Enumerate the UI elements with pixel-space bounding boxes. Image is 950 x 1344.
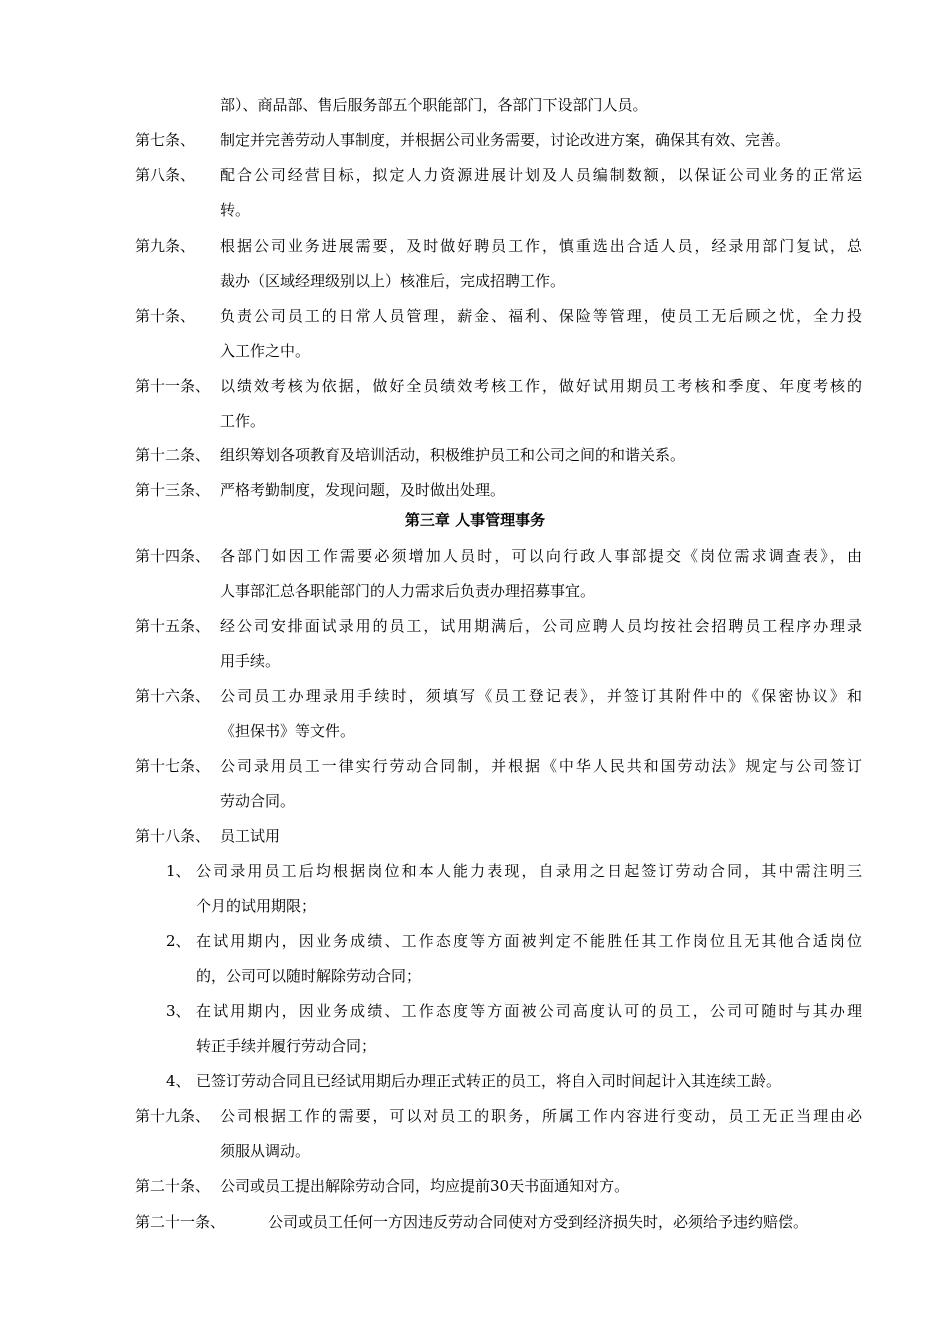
article-text: 负责公司员工的日常人员管理，薪金、福利、保险等管理，使员工无后顾之忧，全力投 <box>220 307 862 325</box>
list-item-text: 公司录用员工后均根据岗位和本人能力表现，自录用之日起签订劳动合同，其中需注明三 <box>196 862 862 880</box>
article-number: 第十三条、 <box>135 481 211 499</box>
article-text: 劳动合同。 <box>220 792 296 810</box>
list-item-text: 在试用期内，因业务成绩、工作态度等方面被判定不能胜任其工作岗位且无其他合适岗位 <box>196 932 862 950</box>
article-text: 制定并完善劳动人事制度，并根据公司业务需要，讨论改进方案，确保其有效、完善。 <box>220 131 791 149</box>
article-text: 公司员工办理录用手续时，须填写《员工登记表》，并签订其附件中的《保密协议》和 <box>220 687 862 705</box>
article-text: 根据公司业务进展需要，及时做好聘员工作，慎重选出合适人员，经录用部门复试，总 <box>220 237 862 255</box>
article-text: 人事部汇总各职能部门的人力需求后负责办理招募事宜。 <box>220 582 596 600</box>
article-text: 公司或员工任何一方因违反劳动合同使对方受到经济损失时，必须给予违约赔偿。 <box>268 1213 809 1231</box>
article-number: 第十四条、 <box>135 547 211 565</box>
article-text: 转。 <box>220 201 251 219</box>
article-continuation: 部）、商品部、售后服务部五个职能部门，各部门下设部门人员。 <box>220 96 648 114</box>
article-text: 员工试用 <box>220 827 281 845</box>
article-text: 严格考勤制度，发现问题，及时做出处理。 <box>220 481 506 499</box>
list-item-text: 的，公司可以随时解除劳动合同； <box>196 967 422 985</box>
list-item-number: 2、 <box>166 932 191 950</box>
article-text: 入工作之中。 <box>220 342 311 360</box>
article-text: 公司根据工作的需要，可以对员工的职务，所属工作内容进行变动，员工无正当理由必 <box>220 1107 862 1125</box>
list-item-text: 个月的试用期限； <box>196 897 317 915</box>
list-item-text: 已签订劳动合同且已经试用期后办理正式转正的员工，将自入司时间起计入其连续工龄。 <box>196 1072 782 1090</box>
article-text: 裁办（区域经理级别以上）核准后，完成招聘工作。 <box>220 272 566 290</box>
chapter-heading: 第三章 人事管理事务 <box>404 511 546 529</box>
article-text: 以绩效考核为依据，做好全员绩效考核工作，做好试用期员工考核和季度、年度考核的 <box>220 377 862 395</box>
article-number: 第十五条、 <box>135 617 211 635</box>
article-text: 用手续。 <box>220 652 281 670</box>
article-text: 各部门如因工作需要必须增加人员时，可以向行政人事部提交《岗位需求调查表》，由 <box>220 547 862 565</box>
article-text: 经公司安排面试录用的员工，试用期满后，公司应聘人员均按社会招聘员工程序办理录 <box>220 617 862 635</box>
article-number: 第二十一条、 <box>135 1213 226 1231</box>
list-item-number: 4、 <box>166 1072 191 1090</box>
article-text: 公司或员工提出解除劳动合同，均应提前30天书面通知对方。 <box>220 1177 630 1195</box>
list-item-text: 转正手续并履行劳动合同； <box>196 1037 377 1055</box>
article-number: 第十条、 <box>135 307 196 325</box>
article-number: 第二十条、 <box>135 1177 211 1195</box>
article-number: 第八条、 <box>135 166 196 184</box>
article-number: 第十七条、 <box>135 757 211 775</box>
article-text: 《担保书》等文件。 <box>220 722 356 740</box>
list-item-number: 1、 <box>166 862 191 880</box>
article-text: 公司录用员工一律实行劳动合同制，并根据《中华人民共和国劳动法》规定与公司签订 <box>220 757 862 775</box>
article-text: 组织筹划各项教育及培训活动，积极维护员工和公司之间的和谐关系。 <box>220 446 686 464</box>
list-item-number: 3、 <box>166 1002 191 1020</box>
article-number: 第十二条、 <box>135 446 211 464</box>
list-item-text: 在试用期内，因业务成绩、工作态度等方面被公司高度认可的员工，公司可随时与其办理 <box>196 1002 862 1020</box>
article-number: 第十八条、 <box>135 827 211 845</box>
article-text: 配合公司经营目标，拟定人力资源进展计划及人员编制数额，以保证公司业务的正常运 <box>220 166 862 184</box>
article-number: 第七条、 <box>135 131 196 149</box>
article-text: 须服从调动。 <box>220 1142 311 1160</box>
article-number: 第十一条、 <box>135 377 211 395</box>
article-number: 第九条、 <box>135 237 196 255</box>
article-number: 第十六条、 <box>135 687 211 705</box>
article-text: 工作。 <box>220 412 266 430</box>
article-number: 第十九条、 <box>135 1107 211 1125</box>
